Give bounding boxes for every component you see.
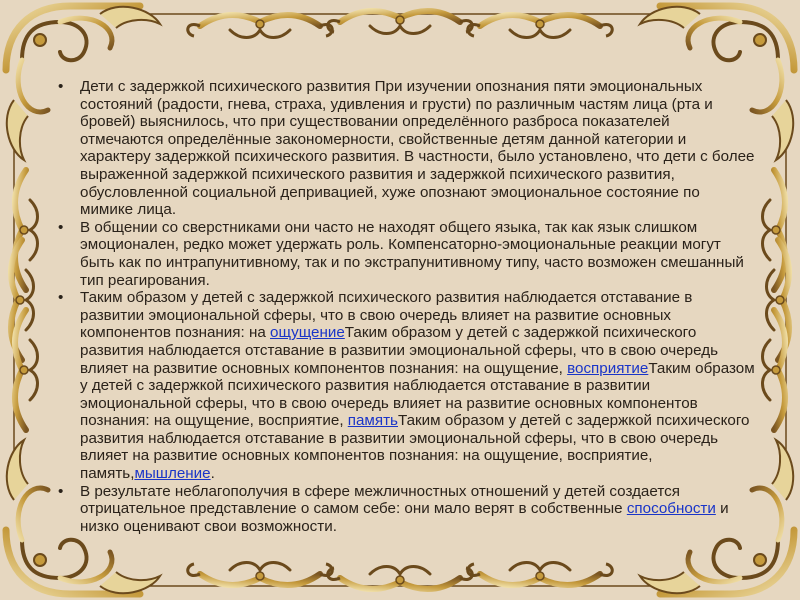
bullet-text: Таким образом у детей с задержкой психического развития наблюдается отставание в развитии эмоциональной сферы, что в свою очередь влияет на развитие основных компонентов познания: на ощущение, восприятие, память, xyxy=(80,412,750,483)
bullet-item xyxy=(56,219,756,289)
bullet-text: . xyxy=(210,465,215,483)
bullet-text: Таким образом у детей с задержкой психического развития наблюдается отставание в развитии эмоциональной сферы, что в свою очередь влияет на развитие основных компонентов познания: на xyxy=(80,289,693,342)
bullet-item xyxy=(56,78,756,219)
bullet-text: В результате неблагополучия в сфере межличностных отношений у детей создается отрицательное представление о самом себе: они мало верят в собственные xyxy=(80,482,680,518)
bullet-text: Таким образом у детей с задержкой психического развития наблюдается отставание в развитии эмоциональной сферы, что в свою очередь влияет на развитие основных компонентов познания: на ощущение, восприятие, xyxy=(80,359,755,430)
bullet-item xyxy=(56,483,756,536)
term-link[interactable]: память xyxy=(347,412,398,430)
term-link[interactable]: ощущение xyxy=(270,324,345,342)
bullet-text: и низко оценивают свои возможности. xyxy=(80,500,729,535)
bullet-list xyxy=(56,78,756,535)
bullet-text: В общении со сверстниками они часто не находят общего языка, так как язык слишком эмоционален, редко может удержать роль. Компенсаторно-эмоциональные реакции могут быть как по интрапунитивному, так и по экстрапунитивному типу, часто возможен смешанный тип реагирования. xyxy=(80,218,744,289)
bullet-dot: • xyxy=(58,289,64,307)
bullet-text: Дети с задержкой психического развития При изучении опознания пяти эмоциональных состояний (радости, гнева, страха, удивления и грусти) по различным частям лица (рта и бровей) выяснилось, что при существовании определённого разброса показателей отмечаются определённые закономерности, свойственные детям данной категории и характеру задержкой психического развития. В частности, было установлено, что дети с более выраженной задержкой психического развития и задержкой психического развития, обусловленной социальной депривацией, хуже опознают эмоциональное состояние по мимике лица. xyxy=(80,78,755,219)
bullet-dot: • xyxy=(58,218,64,236)
term-link[interactable]: мышление xyxy=(134,465,211,483)
bullet-text: Таким образом у детей с задержкой психического развития наблюдается отставание в развитии эмоциональной сферы, что в свою очередь влияет на развитие основных компонентов познания: на ощущение, xyxy=(80,324,718,377)
bullet-dot: • xyxy=(58,482,64,500)
bullet-dot: • xyxy=(58,78,64,95)
term-link[interactable]: способности xyxy=(626,500,716,518)
bullet-item xyxy=(56,289,756,483)
text-body xyxy=(56,78,756,535)
term-link[interactable]: восприятие xyxy=(567,359,649,377)
